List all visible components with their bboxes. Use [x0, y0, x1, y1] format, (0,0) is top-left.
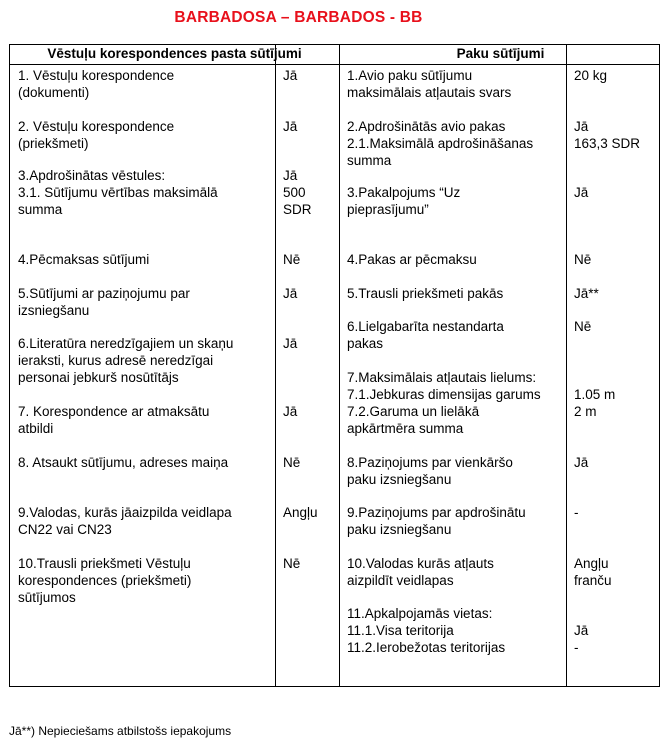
parcels-item-label: 6.Lielgabarīta nestandarta pakas [347, 319, 504, 351]
letters-item-value: Jā [283, 286, 298, 301]
footnote: Jā**) Nepieciešams atbilstošs iepakojums [9, 724, 232, 738]
page-title: BARBADOSA – BARBADOS - BB [174, 9, 423, 26]
letters-item-label: 2. Vēstuļu korespondence (priekšmeti) [18, 119, 175, 151]
parcels-item-value: 20 kg [574, 68, 608, 83]
letters-item-label: 10.Trausli priekšmeti Vēstuļu korespondences (priekšmeti) sūtījumos [18, 556, 192, 605]
parcels-item-value: Angļu franču [574, 556, 612, 588]
letters-item-value: Jā [283, 68, 298, 83]
parcels-item-value: Nē [574, 319, 592, 334]
letters-item-label: 7. Korespondence ar atmaksātu atbildi [18, 404, 210, 436]
letters-item-value: Nē [283, 556, 301, 571]
letters-header: Vēstuļu korespondences pasta sūtījumi [47, 46, 302, 61]
parcels-item-label: 8.Paziņojums par vienkāršo paku izsniegšanu [347, 455, 513, 487]
parcels-item-value: 1.05 m 2 m [574, 387, 616, 419]
parcels-item-value: - [574, 505, 579, 520]
postal-services-table [9, 44, 660, 687]
parcels-item-label: 10.Valodas kurās atļauts aizpildīt veidlapas [347, 556, 494, 588]
letters-item-label: 3.Apdrošinātas vēstules: 3.1. Sūtījumu vērtības maksimālā summa [18, 168, 218, 217]
parcels-item-value: Jā 163,3 SDR [574, 119, 641, 151]
letters-item-label: 5.Sūtījumi ar paziņojumu par izsniegšanu [18, 286, 190, 318]
parcels-header: Paku sūtījumi [456, 46, 545, 61]
parcels-item-label: 7.Maksimālais atļautais lielums: 7.1.Jebkuras dimensijas garums 7.2.Garuma un lielākā apkārtmēra summa [347, 370, 541, 436]
letters-item-value: Jā [283, 119, 298, 134]
letters-item-label: 8. Atsaukt sūtījumu, adreses maiņa [18, 455, 229, 470]
parcels-item-label: 9.Paziņojums par apdrošinātu paku izsniegšanu [347, 505, 526, 537]
letters-item-label: 6.Literatūra neredzīgajiem un skaņu ieraksti, kurus adresē neredzīgai personai jebkurš nosūtītājs [18, 336, 234, 385]
parcels-item-label: 1.Avio paku sūtījumu maksimālais atļautais svars [347, 68, 512, 100]
parcels-item-value: Jā [574, 185, 589, 200]
parcels-item-label: 5.Trausli priekšmeti pakās [347, 286, 504, 301]
letters-item-value: Nē [283, 455, 301, 470]
parcels-item-label: 11.Apkalpojamās vietas: 11.1.Visa teritorija 11.2.Ierobežotas teritorijas [347, 606, 506, 655]
column-divider [339, 45, 340, 686]
letters-item-value: Jā 500 SDR [283, 168, 312, 217]
letters-item-value: Jā [283, 336, 298, 351]
column-divider [275, 45, 276, 686]
letters-item-value: Jā [283, 404, 298, 419]
parcels-item-value: Nē [574, 252, 592, 267]
letters-item-label: 4.Pēcmaksas sūtījumi [18, 252, 150, 267]
column-divider [566, 45, 567, 686]
parcels-item-label: 4.Pakas ar pēcmaksu [347, 252, 477, 267]
parcels-item-label: 3.Pakalpojums “Uz pieprasījumu” [347, 185, 461, 217]
parcels-item-label: 2.Apdrošinātās avio pakas 2.1.Maksimālā apdrošināšanas summa [347, 119, 534, 168]
parcels-item-value: Jā** [574, 286, 599, 301]
letters-item-value: Angļu [283, 505, 318, 520]
parcels-item-value: Jā [574, 455, 589, 470]
letters-item-label: 1. Vēstuļu korespondence (dokumenti) [18, 68, 175, 100]
parcels-item-value: Jā - [574, 623, 589, 655]
letters-item-label: 9.Valodas, kurās jāaizpilda veidlapa CN22 vai CN23 [18, 505, 232, 537]
letters-item-value: Nē [283, 252, 301, 267]
header-divider [10, 64, 659, 65]
